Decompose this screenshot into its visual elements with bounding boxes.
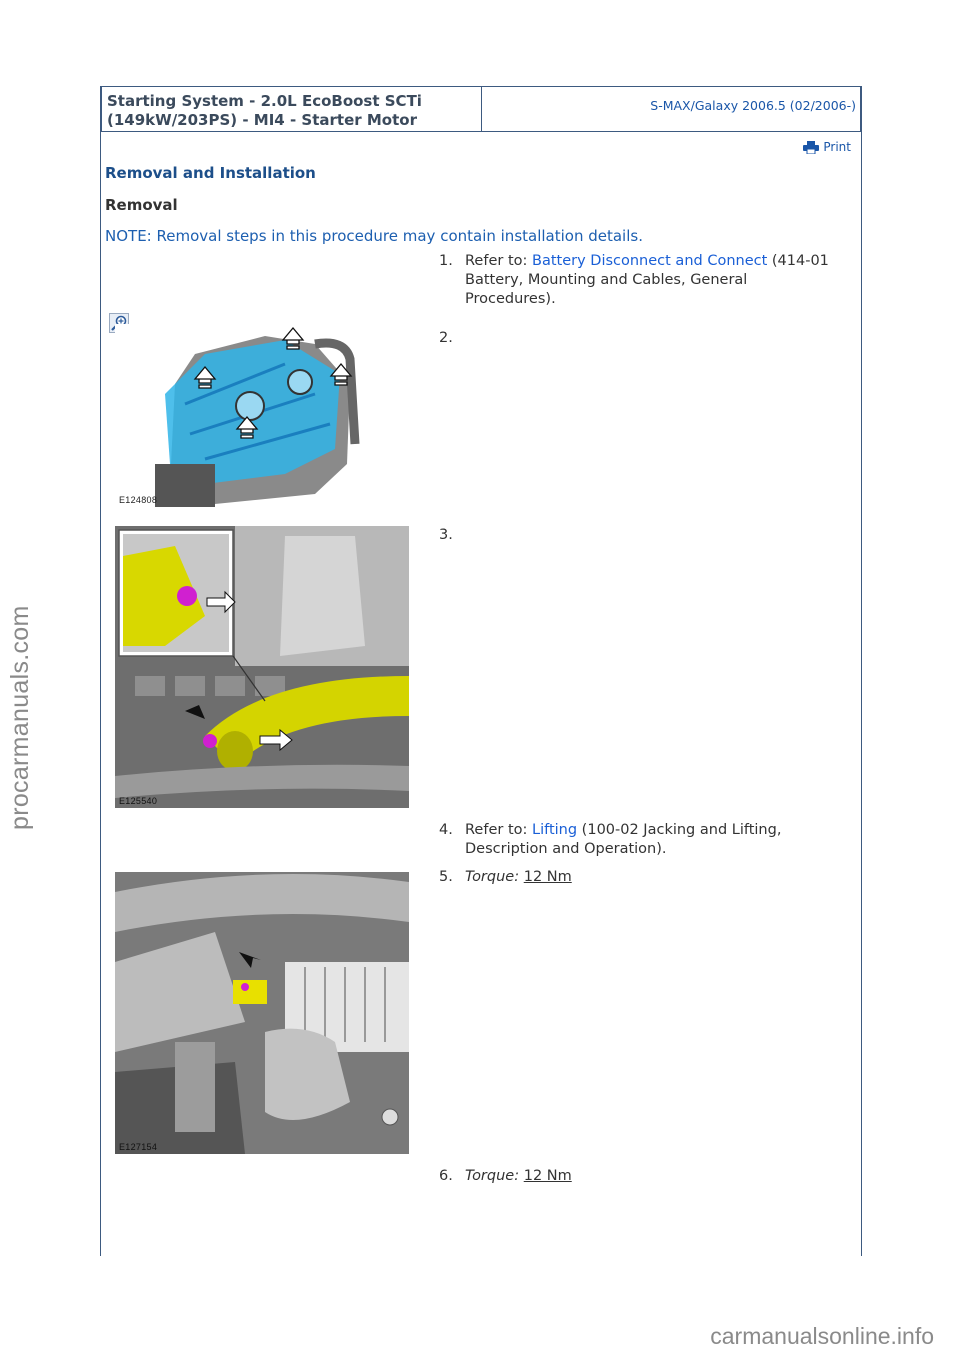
step-number: 1.	[439, 253, 453, 269]
figure-engine-cover	[115, 324, 365, 507]
engine-cover-illustration	[115, 324, 365, 507]
title-line-1: Starting System - 2.0L EcoBoost SCTi	[107, 92, 422, 110]
note-text: NOTE: Removal steps in this procedure may contain installation details.	[105, 227, 643, 245]
step-number: 2.	[439, 330, 453, 346]
print-button[interactable]	[803, 140, 851, 154]
refer-to-text: Refer to:	[465, 253, 532, 269]
figure-id: E125540	[119, 796, 158, 806]
step-body	[465, 1167, 835, 1186]
printer-icon	[803, 141, 819, 154]
figure-id: E124808	[119, 495, 158, 505]
step-body	[465, 252, 835, 309]
manual-page	[100, 86, 862, 1256]
model-label: S-MAX/Galaxy 2006.5 (02/2006-)	[650, 98, 856, 113]
figure-starter-motor	[115, 872, 409, 1154]
torque-label: Torque:	[465, 869, 520, 885]
torque-value: 12 Nm	[523, 1168, 572, 1184]
reference-text: (100-02 Jacking and Lifting, Description and Operation).	[465, 822, 782, 857]
battery-disconnect-link[interactable]: Battery Disconnect and Connect	[532, 253, 768, 269]
figure-id: E127154	[119, 1142, 158, 1152]
figure-exhaust-bracket	[115, 526, 409, 808]
step-body	[465, 868, 835, 887]
step-number: 6.	[439, 1168, 453, 1184]
exhaust-bracket-illustration	[115, 526, 409, 808]
starter-motor-illustration	[115, 872, 409, 1154]
reference-text: (414-01 Battery, Mounting and Cables, General Procedures).	[465, 253, 829, 307]
step-number: 5.	[439, 869, 453, 885]
bottom-watermark: carmanualsonline.info	[710, 1323, 934, 1349]
lifting-link[interactable]: Lifting	[532, 822, 578, 838]
print-label: Print	[823, 140, 851, 154]
torque-label: Torque:	[465, 1168, 520, 1184]
side-watermark: procarmanuals.com	[6, 605, 34, 830]
refer-to-text: Refer to:	[465, 822, 532, 838]
page-title	[102, 87, 482, 131]
torque-value: 12 Nm	[523, 869, 572, 885]
step-number: 4.	[439, 822, 453, 838]
section-title: Removal and Installation	[105, 164, 316, 182]
step-body	[465, 821, 835, 859]
sub-title: Removal	[105, 196, 178, 214]
step-number: 3.	[439, 527, 453, 543]
title-line-2: (149kW/203PS) - MI4 - Starter Motor	[107, 111, 417, 129]
page-header	[101, 86, 861, 132]
